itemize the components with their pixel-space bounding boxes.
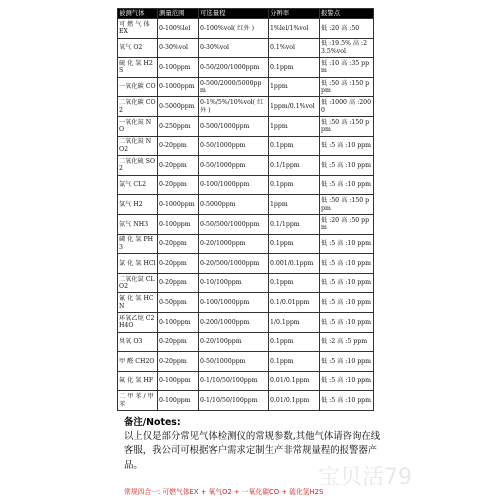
cell-gas: 氯 化 氢 HCl (118, 254, 158, 274)
cell-alarm: 低 :5 高 :10 ppm (320, 254, 374, 274)
cell-range: 0-100ppm (158, 391, 199, 411)
cell-alarm: 低 :5 高 :10 ppm (320, 293, 374, 313)
cell-alarm: 低 :5 高 :10 ppm (320, 175, 374, 195)
table-row (118, 97, 374, 117)
cell-range: 0-30%vol (158, 38, 199, 58)
table-row (118, 254, 374, 274)
cell-optional-range: 0-100/1000ppm (199, 175, 269, 195)
cell-optional-range: 0-1/10/50/100ppm (199, 391, 269, 411)
gas-spec-table (117, 8, 374, 411)
cell-resolution: 1ppm (269, 116, 320, 136)
cell-resolution: 0.01/0.1ppm (269, 391, 320, 411)
cell-resolution: 1%lel/1%vol (269, 19, 320, 39)
cell-gas: 氟 化 氢 HF (118, 371, 158, 391)
table-row (118, 58, 374, 78)
cell-alarm: 低 :5 高 :10 ppm (320, 391, 374, 411)
header-gas: 被测气体 (118, 9, 158, 19)
cell-optional-range: 0-5000ppm (199, 195, 269, 215)
cell-range: 0-20ppm (158, 352, 199, 372)
cell-resolution: 0.01/0.1ppm (269, 371, 320, 391)
cell-gas: 二氧化氮 NO2 (118, 136, 158, 156)
cell-alarm: 低 :19.5% 高 :23.5%vol (320, 38, 374, 58)
table-row (118, 273, 374, 293)
cell-resolution: 0.1/1ppm (269, 214, 320, 234)
cell-range: 0-20ppm (158, 156, 199, 176)
watermark: 宝贝活79 (318, 465, 412, 490)
table-row (118, 195, 374, 215)
notes-body: 以上仅是部分常见气体检测仪的常规参数,其他气体请咨询在线客服，我公司可根据客户需求定制生产非常规量程的报警器产品。 (124, 431, 381, 471)
cell-alarm: 低 :50 高 :150 ppm (320, 116, 374, 136)
promo-line: 常规四合一: 可燃气体EX + 氧气O2 + 一氧化碳CO + 硫化氢H2S (124, 488, 324, 496)
cell-gas: 二氧化硫 SO2 (118, 156, 158, 176)
cell-resolution: 0.001/0.1ppm (269, 254, 320, 274)
table-row (118, 293, 374, 313)
cell-optional-range: 0-20/500/1000ppm (199, 254, 269, 274)
cell-gas: 一氧化碳 CO (118, 77, 158, 97)
cell-optional-range: 0-200/1000ppm (199, 312, 269, 332)
notes-section (124, 416, 386, 473)
cell-alarm: 低 :5 高 :10 ppm (320, 371, 374, 391)
cell-gas: 甲 醛 CH2O (118, 352, 158, 372)
cell-optional-range: 0-500/1000ppm (199, 116, 269, 136)
cell-gas: 氯气 CL2 (118, 175, 158, 195)
header-resolution: 分辨率 (269, 9, 320, 19)
table-row (118, 214, 374, 234)
cell-optional-range: 0-20/100ppm (199, 332, 269, 352)
table-row (118, 156, 374, 176)
cell-gas: 可 燃 气 体 EX (118, 19, 158, 39)
cell-gas: 硫 化 氢 H2S (118, 58, 158, 78)
table-row (118, 371, 374, 391)
cell-gas: 二氧化氯 CLO2 (118, 273, 158, 293)
cell-range: 0-100%lel (158, 19, 199, 39)
cell-range: 0-20ppm (158, 273, 199, 293)
cell-resolution: 0.1ppm (269, 175, 320, 195)
cell-alarm: 低 :50 高 :150 ppm (320, 195, 374, 215)
cell-resolution: 0.1ppm (269, 234, 320, 254)
cell-resolution: 0.1%vol (269, 38, 320, 58)
cell-range: 0-20ppm (158, 332, 199, 352)
notes-title: 备注/Notes: (124, 417, 181, 428)
cell-optional-range: 0-100/1000ppm (199, 293, 269, 313)
cell-resolution: 1ppm (269, 195, 320, 215)
cell-range: 0-1000ppm (158, 195, 199, 215)
cell-optional-range: 0-30%vol (199, 38, 269, 58)
cell-optional-range: 0-20/1000ppm (199, 234, 269, 254)
cell-gas: 二氧化碳 CO2 (118, 97, 158, 117)
cell-range: 0-1000ppm (158, 77, 199, 97)
cell-resolution: 0.1/1ppm (269, 156, 320, 176)
cell-resolution: 1/0.1ppm (269, 312, 320, 332)
table-row (118, 352, 374, 372)
cell-gas: 磷 化 氢 PH3 (118, 234, 158, 254)
table-header-row (118, 9, 374, 19)
cell-range: 0-100ppm (158, 214, 199, 234)
cell-alarm: 低 :20 高 :50 ppm (320, 214, 374, 234)
table-row (118, 116, 374, 136)
cell-range: 0-100ppm (158, 312, 199, 332)
cell-resolution: 0.1ppm (269, 58, 320, 78)
cell-gas: 氰 化 氢 HCN (118, 293, 158, 313)
cell-resolution: 1ppm (269, 77, 320, 97)
table-row (118, 234, 374, 254)
header-range: 测量范围 (158, 9, 199, 19)
table-row (118, 136, 374, 156)
cell-optional-range: 0-1%/5%/10%vol( 红外 ) (199, 97, 269, 117)
cell-gas: 一氧化氮 NO (118, 116, 158, 136)
cell-alarm: 低 :5 高 :10 ppm (320, 234, 374, 254)
table-row (118, 38, 374, 58)
cell-range: 0-20ppm (158, 234, 199, 254)
cell-alarm: 低 :2 高 :5 ppm (320, 332, 374, 352)
cell-resolution: 0.1/0.01ppm (269, 293, 320, 313)
cell-gas: 氢气 H2 (118, 195, 158, 215)
cell-alarm: 低 :5 高 :10 ppm (320, 156, 374, 176)
table-row (118, 175, 374, 195)
cell-range: 0-100ppm (158, 371, 199, 391)
cell-alarm: 低 :10 高 :35 ppm (320, 58, 374, 78)
cell-alarm: 低 :5 高 :10 ppm (320, 312, 374, 332)
cell-resolution: 0.1ppm (269, 273, 320, 293)
cell-optional-range: 0-50/500/1000ppm (199, 214, 269, 234)
cell-range: 0-20ppm (158, 175, 199, 195)
cell-gas: 氧气 O2 (118, 38, 158, 58)
cell-alarm: 低 :5 高 :10 ppm (320, 136, 374, 156)
table-row (118, 77, 374, 97)
cell-optional-range: 0-50/200/1000ppm (199, 58, 269, 78)
table-row (118, 391, 374, 411)
cell-range: 0-100ppm (158, 58, 199, 78)
cell-gas: 臭氧 O3 (118, 332, 158, 352)
cell-alarm: 低 :5 高 :10 ppm (320, 273, 374, 293)
cell-gas: 环氧乙烷 C2H4O (118, 312, 158, 332)
cell-optional-range: 0-50/1000ppm (199, 352, 269, 372)
cell-resolution: 0.1ppm (269, 352, 320, 372)
cell-resolution: 0.1ppm (269, 332, 320, 352)
cell-alarm: 低 :5 高 :10 ppm (320, 352, 374, 372)
cell-range: 0-5000ppm (158, 97, 199, 117)
table-row (118, 19, 374, 39)
cell-optional-range: 0-50/1000ppm (199, 156, 269, 176)
cell-optional-range: 0-1/10/50/100ppm (199, 371, 269, 391)
cell-optional-range: 0-500/2000/5000ppm (199, 77, 269, 97)
cell-resolution: 1ppm/0.1%vol (269, 97, 320, 117)
cell-range: 0-250ppm (158, 116, 199, 136)
cell-alarm: 低 :50 高 :150 ppm (320, 77, 374, 97)
cell-alarm: 低 :20 高 :50 (320, 19, 374, 39)
cell-optional-range: 0-100%vol( 红外 ) (199, 19, 269, 39)
cell-resolution: 0.1ppm (269, 136, 320, 156)
cell-range: 0-50ppm (158, 293, 199, 313)
cell-range: 0-20ppm (158, 254, 199, 274)
header-alarm: 报警点 (320, 9, 374, 19)
table-row (118, 332, 374, 352)
cell-range: 0-20ppm (158, 136, 199, 156)
cell-gas: 氨气 NH3 (118, 214, 158, 234)
header-optional-range: 可选量程 (199, 9, 269, 19)
table-row (118, 312, 374, 332)
cell-optional-range: 0-50/1000ppm (199, 136, 269, 156)
cell-optional-range: 0-10/100ppm (199, 273, 269, 293)
cell-gas: 二 甲 苯 / 甲苯 (118, 391, 158, 411)
cell-alarm: 低 :1000 高 :2000 (320, 97, 374, 117)
